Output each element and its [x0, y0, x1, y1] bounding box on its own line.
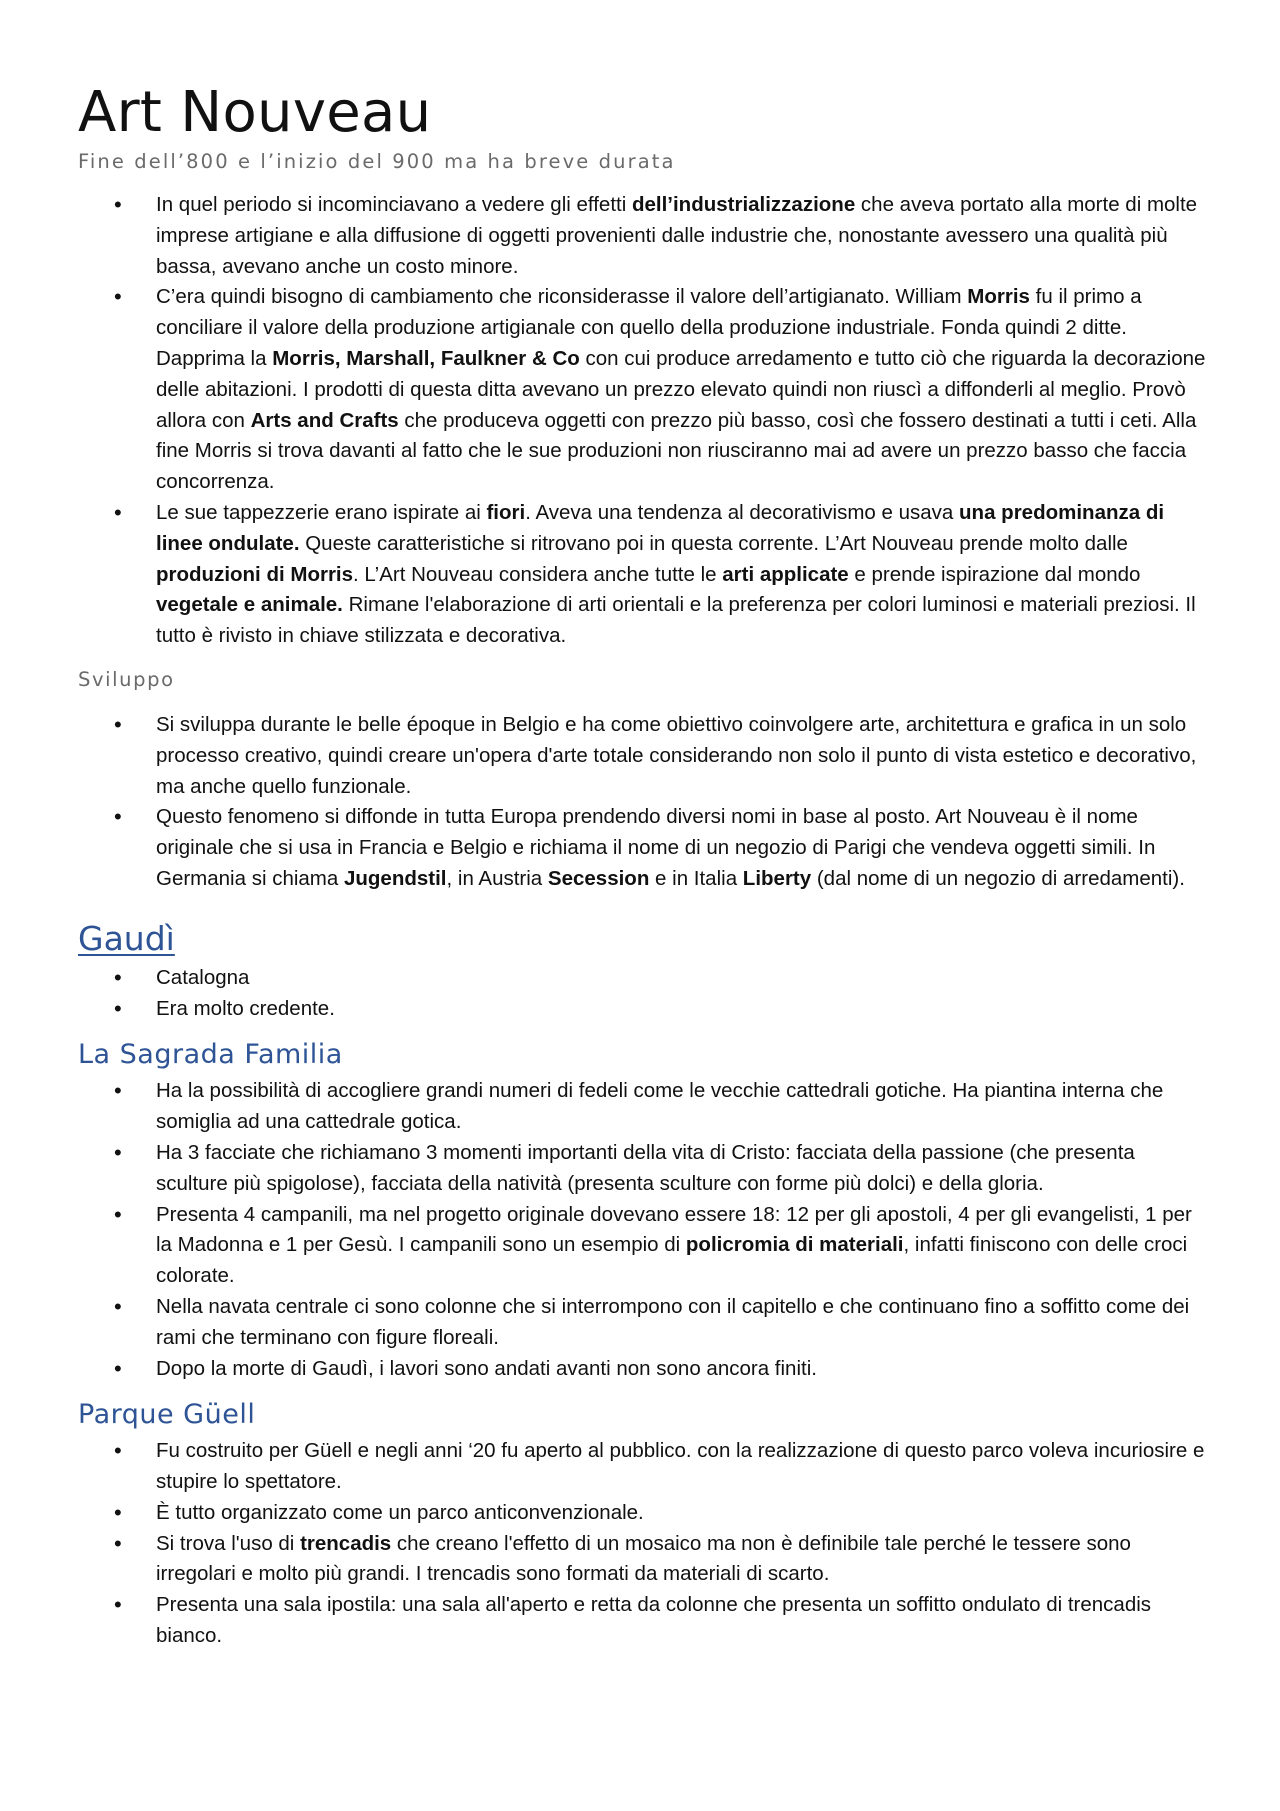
bold-text: arti applicate [722, 562, 849, 586]
text-run: , infatti finiscono con delle croci colorate. [156, 1233, 1188, 1288]
bold-text: Jugendstil [343, 866, 447, 890]
text-run: Catalogna [156, 965, 250, 989]
document-subtitle: Fine dell’800 e l’inizio del 900 ma ha breve durata [78, 150, 676, 173]
text-run: (dal nome di un negozio di arredamenti). [811, 866, 1185, 890]
text-run: che aveva portato alla morte di molte imprese artigiane e alla diffusione di oggetti provenienti dalle industrie che, nonostante avessero una qualità più bassa, avevano anche un costo minore. [156, 193, 1198, 278]
list-item [78, 963, 1210, 994]
text-run: fu il primo a conciliare il valore della produzione artigianale con quello della produzione industriale. Fonda quindi 2 ditte. Dapprima la [156, 285, 1142, 370]
list-item [78, 1498, 1210, 1529]
bold-text: Liberty [742, 866, 812, 890]
bold-text: trencadis [300, 1531, 392, 1555]
text-run: e prende ispirazione dal mondo [848, 562, 1141, 586]
bold-text: Secession [547, 866, 650, 890]
text-run: e in Italia [649, 866, 743, 890]
parque-guell-list [78, 1436, 1210, 1652]
text-run: Nella navata centrale ci sono colonne che si interrompono con il capitello e che continuano fino a soffitto come dei rami che terminano con figure floreali. [156, 1294, 1190, 1349]
text-run: Queste caratteristiche si ritrovano poi in questa corrente. L’Art Nouveau prende molto dalle [299, 531, 1128, 555]
list-item [78, 710, 1210, 802]
text-run: In quel periodo si incominciavano a vedere gli effetti [156, 193, 632, 216]
list-item [78, 1529, 1210, 1591]
text-run: Presenta una sala ipostila: una sala all'aperto e retta da colonne che presenta un soffitto ondulato di trencadis bianco. [156, 1593, 1152, 1648]
list-item [78, 994, 1210, 1025]
list-item [78, 1138, 1210, 1200]
sviluppo-list [78, 710, 1210, 895]
bold-text: Morris [967, 285, 1030, 309]
gaudi-heading: Gaudì [78, 918, 175, 958]
document-title: Art Nouveau [78, 80, 432, 145]
text-run: che produceva oggetti con prezzo più basso, così che fossero destinati a tutti i ceti. Alla fine Morris si trova davanti al fatto che le sue produzioni non riusciranno mai ad avere un prezzo basso che faccia concorrenza. [156, 408, 1197, 494]
bold-text: Arts and Crafts [250, 408, 399, 432]
text-run: . L’Art Nouveau considera anche tutte le [353, 562, 723, 586]
text-run: con cui produce arredamento e tutto ciò che riguarda la decorazione delle abitazioni. I prodotti di questa ditta avevano un prezzo elevato quindi non riuscì a diffonderli al meglio. Provò allora con [156, 346, 1206, 432]
text-run: C’era quindi bisogno di cambiamento che riconsiderasse il valore dell’artigianato. William [156, 285, 968, 309]
bold-text: vegetale e animale. [156, 593, 343, 617]
parque-guell-heading: Parque Güell [78, 1399, 256, 1431]
list-item [78, 1590, 1210, 1652]
bold-text: produzioni di Morris [156, 562, 354, 586]
text-run: Dopo la morte di Gaudì, i lavori sono andati avanti non sono ancora finiti. [156, 1356, 817, 1380]
list-item [78, 1354, 1210, 1385]
text-run: Fu costruito per Güell e negli anni ‘20 fu aperto al pubblico. con la realizzazione di questo parco voleva incuriosire e stupire lo spettatore. [156, 1439, 1205, 1494]
text-run: Ha 3 facciate che richiamano 3 momenti importanti della vita di Cristo: facciata della passione (che presenta sculture più spigolose), facciata della natività (presenta sculture con forme più dolci) e della gloria. [156, 1140, 1135, 1195]
gaudi-list [78, 963, 1210, 1025]
document-content [78, 78, 1210, 1652]
text-run: , in Austria [446, 866, 548, 890]
bold-text: policromia di materiali [685, 1233, 904, 1257]
bold-text: una predominanza di linee ondulate. [156, 500, 1165, 555]
text-run: . Aveva una tendenza al decorativismo e usava [525, 500, 960, 524]
list-item [78, 1076, 1210, 1138]
list-item [78, 498, 1210, 652]
text-run: Si trova l'uso di [156, 1531, 301, 1555]
list-item [78, 1436, 1210, 1498]
bold-text: dell’industrializzazione [631, 193, 856, 216]
text-run: Questo fenomeno si diffonde in tutta Europa prendendo diversi nomi in base al posto. Art Nouveau è il nome originale che si usa in Francia e Belgio e richiama il nome di un negozio di Parigi che vendeva oggetti simili. In Germania si chiama [156, 805, 1156, 890]
intro-list [78, 190, 1210, 652]
sagrada-familia-heading: La Sagrada Familia [78, 1039, 343, 1071]
list-item [78, 802, 1210, 894]
sagrada-familia-list [78, 1076, 1210, 1384]
bold-text: Morris, Marshall, Faulkner & Co [272, 346, 580, 370]
bold-text: fiori [486, 500, 526, 524]
list-item [78, 1292, 1210, 1354]
text-run: Era molto credente. [156, 996, 335, 1020]
text-run: Ha la possibilità di accogliere grandi numeri di fedeli come le vecchie cattedrali gotiche. Ha piantina interna che somiglia ad una cattedrale gotica. [156, 1079, 1164, 1134]
text-run: È tutto organizzato come un parco anticonvenzionale. [156, 1500, 644, 1524]
sviluppo-heading: Sviluppo [78, 667, 175, 691]
list-item [78, 190, 1210, 282]
text-run: Presenta 4 campanili, ma nel progetto originale dovevano essere 18: 12 per gli apostoli, 4 per gli evangelisti, 1 per la Madonna e 1 per Gesù. I campanili sono un esempio di [156, 1202, 1192, 1257]
text-run: Le sue tappezzerie erano ispirate ai [156, 500, 487, 524]
text-run: Si sviluppa durante le belle époque in Belgio e ha come obiettivo coinvolgere arte, architettura e grafica in un solo processo creativo, quindi creare un'opera d'arte totale considerando non solo il punto di vista estetico e decorativo, ma anche quello funzionale. [156, 712, 1197, 798]
text-run: Rimane l'elaborazione di arti orientali e la preferenza per colori luminosi e materiali preziosi. Il tutto è rivisto in chiave stilizzata e decorativa. [156, 593, 1196, 648]
text-run: che creano l'effetto di un mosaico ma non è definibile tale perché le tessere sono irregolari e molto più grandi. I trencadis sono formati da materiali di scarto. [156, 1531, 1131, 1586]
list-item [78, 282, 1210, 498]
list-item [78, 1200, 1210, 1292]
